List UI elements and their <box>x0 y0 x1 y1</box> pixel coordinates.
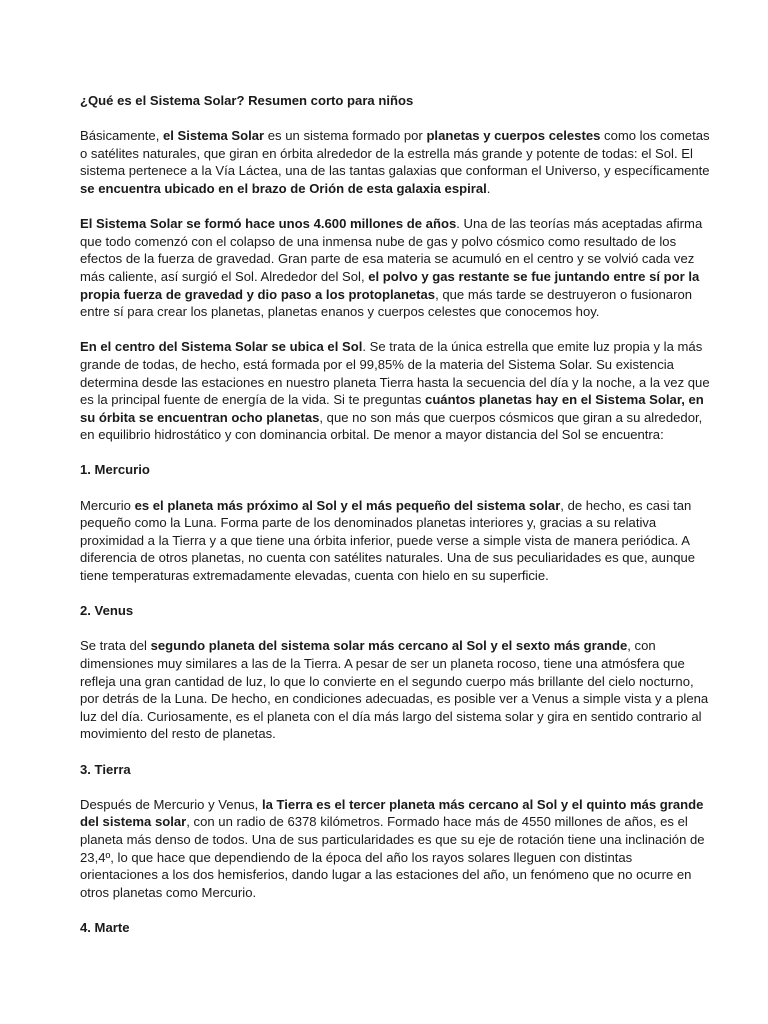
text-run: , de hecho, es casi tan pequeño como la Luna. Forma parte de los denominados planetas interiores y, gracias a su relativa proximidad a la Tierra y a que tiene una órbita inferior, puede verse a simple vista de manera periódica. A diferencia de otros planetas, no cuenta con satélites naturales. Una de sus peculiaridades es que, aunque tiene temperaturas extremadamente elevadas, cuenta con hielo en su superficie. <box>80 497 696 584</box>
section-heading-mercurio: 1. Mercurio <box>80 462 150 478</box>
text-run: Básicamente, <box>80 128 163 144</box>
bold-text-run: segundo planeta del sistema solar más cercano al Sol y el sexto más grande <box>150 638 628 654</box>
intro-paragraph-2 <box>80 215 712 321</box>
text-run: . <box>486 180 491 196</box>
bold-text-run: el polvo y gas restante se fue juntando entre sí por la propia fuerza de gravedad y dio paso a los protoplanetas <box>80 268 700 302</box>
text-run: , que más tarde se destruyeron o fusionaron entre sí para crear los planetas, planetas enanos y cuerpos celestes que conocemos hoy. <box>80 286 693 320</box>
bold-text-run: El Sistema Solar se formó hace unos 4.600 millones de años <box>80 216 457 232</box>
section-heading-marte: 4. Marte <box>80 919 130 935</box>
section-heading-tierra: 3. Tierra <box>80 761 131 777</box>
bold-text-run: el Sistema Solar <box>162 128 265 144</box>
bold-text-run: planetas y cuerpos celestes <box>426 128 601 144</box>
section-body-tierra <box>80 796 712 902</box>
bold-text-run: se encuentra ubicado en el brazo de Orión de esta galaxia espiral <box>80 180 487 196</box>
bold-text-run: es el planeta más próximo al Sol y el más pequeño del sistema solar <box>134 497 561 513</box>
text-run: Después de Mercurio y Venus, <box>80 796 262 812</box>
intro-paragraph-3 <box>80 338 712 444</box>
section-heading-venus: 2. Venus <box>80 603 134 619</box>
text-run: , con un radio de 6378 kilómetros. Formado hace más de 4550 millones de años, es el planeta más denso de todos. Una de sus particularidades es que su eje de rotación tiene una inclinación de 23,4º, lo que hace que dependiendo de la época del año los rayos solares lleguen con distintas orientaciones a los dos hemisferios, dando lugar a las estaciones del año, un fenómeno que no ocurre en otros planetas como Mercurio. <box>80 814 705 900</box>
text-run: como los cometas o satélites naturales, que giran en órbita alrededor de la estrella más grande y potente de todas: el Sol. El sistema pertenece a la Vía Láctea, una de las tantas galaxias que conforman el Universo, y específicamente <box>80 128 710 179</box>
intro-paragraph-1 <box>80 127 712 197</box>
document-page <box>80 92 712 954</box>
text-run: , que no son más que cuerpos cósmicos que giran a su alrededor, en equilibrio hidrostático y con dominancia orbital. De menor a mayor distancia del Sol se encuentra: <box>80 409 703 443</box>
text-run: . Una de las teorías más aceptadas afirma que todo comenzó con el colapso de una inmensa nube de gas y polvo cósmico como resultado de los efectos de la fuerza de gravedad. Gran parte de esa materia se acumuló en el centro y se volvió cada vez más caliente, así surgió el Sol. Alrededor del Sol, <box>80 216 703 284</box>
bold-text-run: la Tierra es el tercer planeta más cercano al Sol y el quinto más grande del sistema solar <box>80 796 704 830</box>
section-body-mercurio <box>80 497 712 585</box>
document-title: ¿Qué es el Sistema Solar? Resumen corto para niños <box>80 93 414 108</box>
text-run: es un sistema formado por <box>264 128 427 144</box>
section-body-venus <box>80 637 712 743</box>
text-run: . Se trata de la única estrella que emite luz propia y la más grande de todas, de hecho, está formada por el 99,85% de la materia del Sistema Solar. Su existencia determina desde las estaciones en nuestro planeta Tierra hasta la secuencia del día y la noche, a la vez que es la principal fuente de energía de la vida. Si te preguntas <box>80 339 710 408</box>
text-run: Mercurio <box>80 497 135 513</box>
text-run: , con dimensiones muy similares a las de la Tierra. A pesar de ser un planeta rocoso, tiene una atmósfera que refleja una gran cantidad de luz, lo que lo convierte en el segundo cuerpo más brillante del cielo nocturno, por detrás de la Luna. De hecho, en condiciones adecuadas, es posible ver a Venus a simple vista y a plena luz del día. Curiosamente, es el planeta con el día más largo del sistema solar y gira en sentido contrario al movimiento del resto de planetas. <box>80 638 709 742</box>
bold-text-run: En el centro del Sistema Solar se ubica el Sol <box>80 339 363 355</box>
bold-text-run: cuántos planetas hay en el Sistema Solar, en su órbita se encuentran ocho planetas <box>80 392 704 425</box>
text-run: Se trata del <box>80 638 151 654</box>
